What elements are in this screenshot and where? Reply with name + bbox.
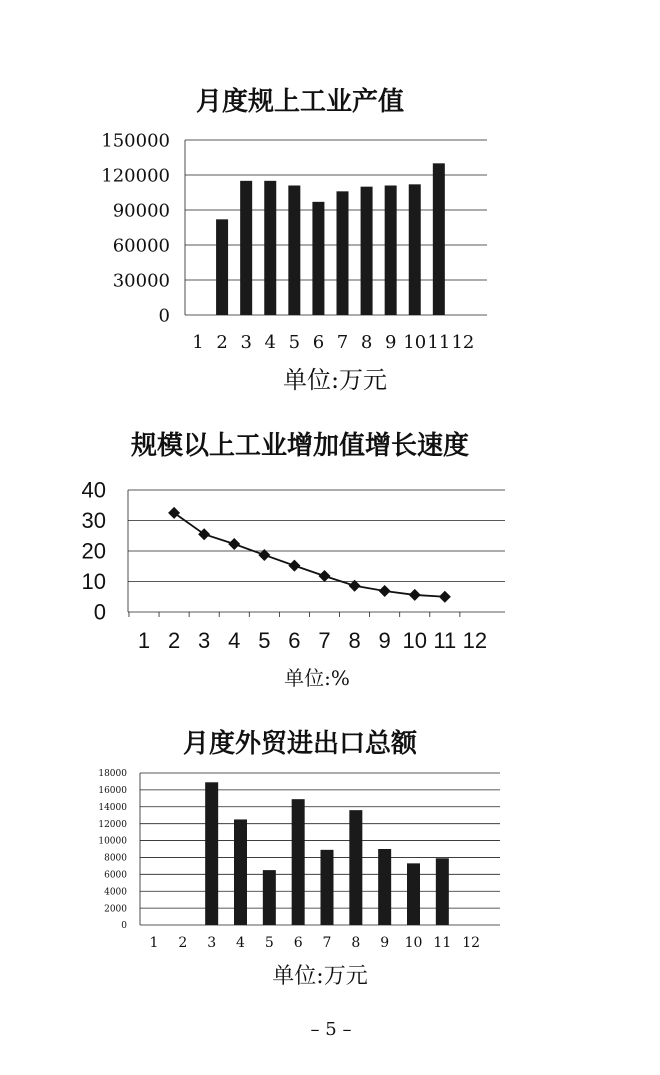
x-tick-label: 1: [149, 935, 159, 951]
x-tick-label: 3: [198, 628, 211, 653]
y-tick-label: 6000: [104, 870, 127, 881]
y-tick-label: 2000: [104, 904, 127, 915]
bar: [216, 219, 228, 315]
x-tick-label: 4: [228, 628, 241, 653]
y-tick-label: 16000: [98, 786, 127, 797]
y-tick-label: 120000: [101, 165, 170, 187]
chart3-title: 月度外贸进出口总额: [182, 729, 418, 759]
bar: [234, 819, 247, 925]
x-tick-label: 4: [236, 935, 245, 951]
x-tick-label: 9: [380, 935, 390, 951]
x-tick-label: 5: [288, 332, 301, 353]
y-tick-label: 0: [158, 305, 170, 327]
x-tick-label: 6: [293, 935, 303, 951]
y-tick-label: 90000: [112, 200, 170, 222]
x-tick-label: 11: [433, 628, 457, 653]
chart2-unit-label: 单位:%: [284, 666, 350, 690]
x-tick-label: 6: [312, 332, 325, 353]
x-tick-label: 8: [360, 332, 373, 353]
x-tick-label: 2: [216, 332, 228, 353]
y-tick-label: 40: [81, 477, 106, 503]
y-tick-label: 0: [93, 599, 106, 625]
data-point-marker: [379, 585, 391, 597]
data-point-marker: [409, 589, 421, 601]
x-tick-label: 1: [192, 332, 204, 353]
data-point-marker: [288, 560, 300, 572]
data-point-marker: [168, 507, 180, 519]
y-tick-label: 8000: [104, 853, 127, 864]
x-tick-label: 10: [403, 332, 427, 353]
chart1-title: 月度规上工业产值: [195, 87, 405, 117]
x-tick-label: 7: [322, 935, 332, 951]
x-tick-label: 11: [433, 935, 452, 951]
y-tick-label: 60000: [112, 235, 170, 257]
bar: [433, 163, 445, 315]
x-tick-label: 5: [258, 628, 271, 653]
bar: [292, 799, 305, 925]
data-point-marker: [198, 528, 210, 540]
x-tick-label: 3: [207, 935, 217, 951]
bar: [361, 187, 373, 315]
value-added-growth-chart: [82, 430, 505, 690]
x-tick-label: 10: [402, 628, 427, 653]
y-tick-label: 30000: [112, 270, 170, 292]
bar: [312, 202, 324, 315]
chart2-title: 规模以上工业增加值增长速度: [130, 431, 470, 461]
bar: [436, 858, 449, 925]
x-tick-label: 4: [264, 332, 276, 353]
x-tick-label: 9: [378, 628, 391, 653]
x-tick-label: 12: [462, 935, 481, 951]
bar: [240, 181, 252, 315]
foreign-trade-chart: [98, 728, 500, 989]
data-point-marker: [228, 538, 240, 550]
chart3-unit-label: 单位:万元: [272, 964, 368, 989]
y-tick-label: 12000: [98, 819, 127, 830]
industrial-output-chart: [101, 86, 487, 394]
data-point-marker: [439, 591, 451, 603]
x-tick-label: 8: [351, 935, 361, 951]
x-tick-label: 5: [264, 935, 274, 951]
page-number: – 5 –: [310, 1019, 352, 1040]
bar: [264, 181, 276, 315]
y-tick-label: 18000: [98, 769, 127, 780]
bar: [407, 863, 420, 925]
x-tick-label: 11: [427, 332, 451, 353]
series-line: [174, 513, 445, 597]
x-tick-label: 6: [288, 628, 301, 653]
y-tick-label: 14000: [98, 802, 127, 813]
chart1-unit-label: 单位:万元: [282, 366, 388, 394]
x-tick-label: 2: [167, 628, 181, 653]
data-point-marker: [319, 570, 331, 582]
x-tick-label: 8: [348, 628, 361, 653]
y-tick-label: 30: [81, 508, 106, 534]
bar: [205, 782, 218, 925]
y-tick-label: 0: [121, 921, 127, 932]
x-tick-label: 12: [462, 628, 488, 653]
y-tick-label: 4000: [104, 887, 127, 898]
y-tick-label: 10000: [98, 836, 127, 847]
bar: [409, 184, 421, 315]
bar: [263, 870, 276, 925]
bar: [337, 191, 349, 315]
y-tick-label: 20: [81, 538, 106, 564]
bar: [349, 810, 362, 925]
bar: [378, 849, 391, 925]
bar: [321, 850, 334, 925]
y-tick-label: 150000: [101, 130, 170, 152]
x-tick-label: 3: [240, 332, 252, 353]
x-tick-label: 7: [336, 332, 349, 353]
bar: [288, 186, 300, 316]
x-tick-label: 12: [451, 332, 475, 353]
x-tick-label: 9: [384, 332, 397, 353]
x-tick-label: 2: [178, 935, 188, 951]
y-tick-label: 10: [81, 569, 106, 595]
bar: [385, 186, 397, 316]
x-tick-label: 10: [404, 935, 423, 951]
x-tick-label: 7: [318, 628, 331, 653]
x-tick-label: 1: [137, 628, 151, 653]
